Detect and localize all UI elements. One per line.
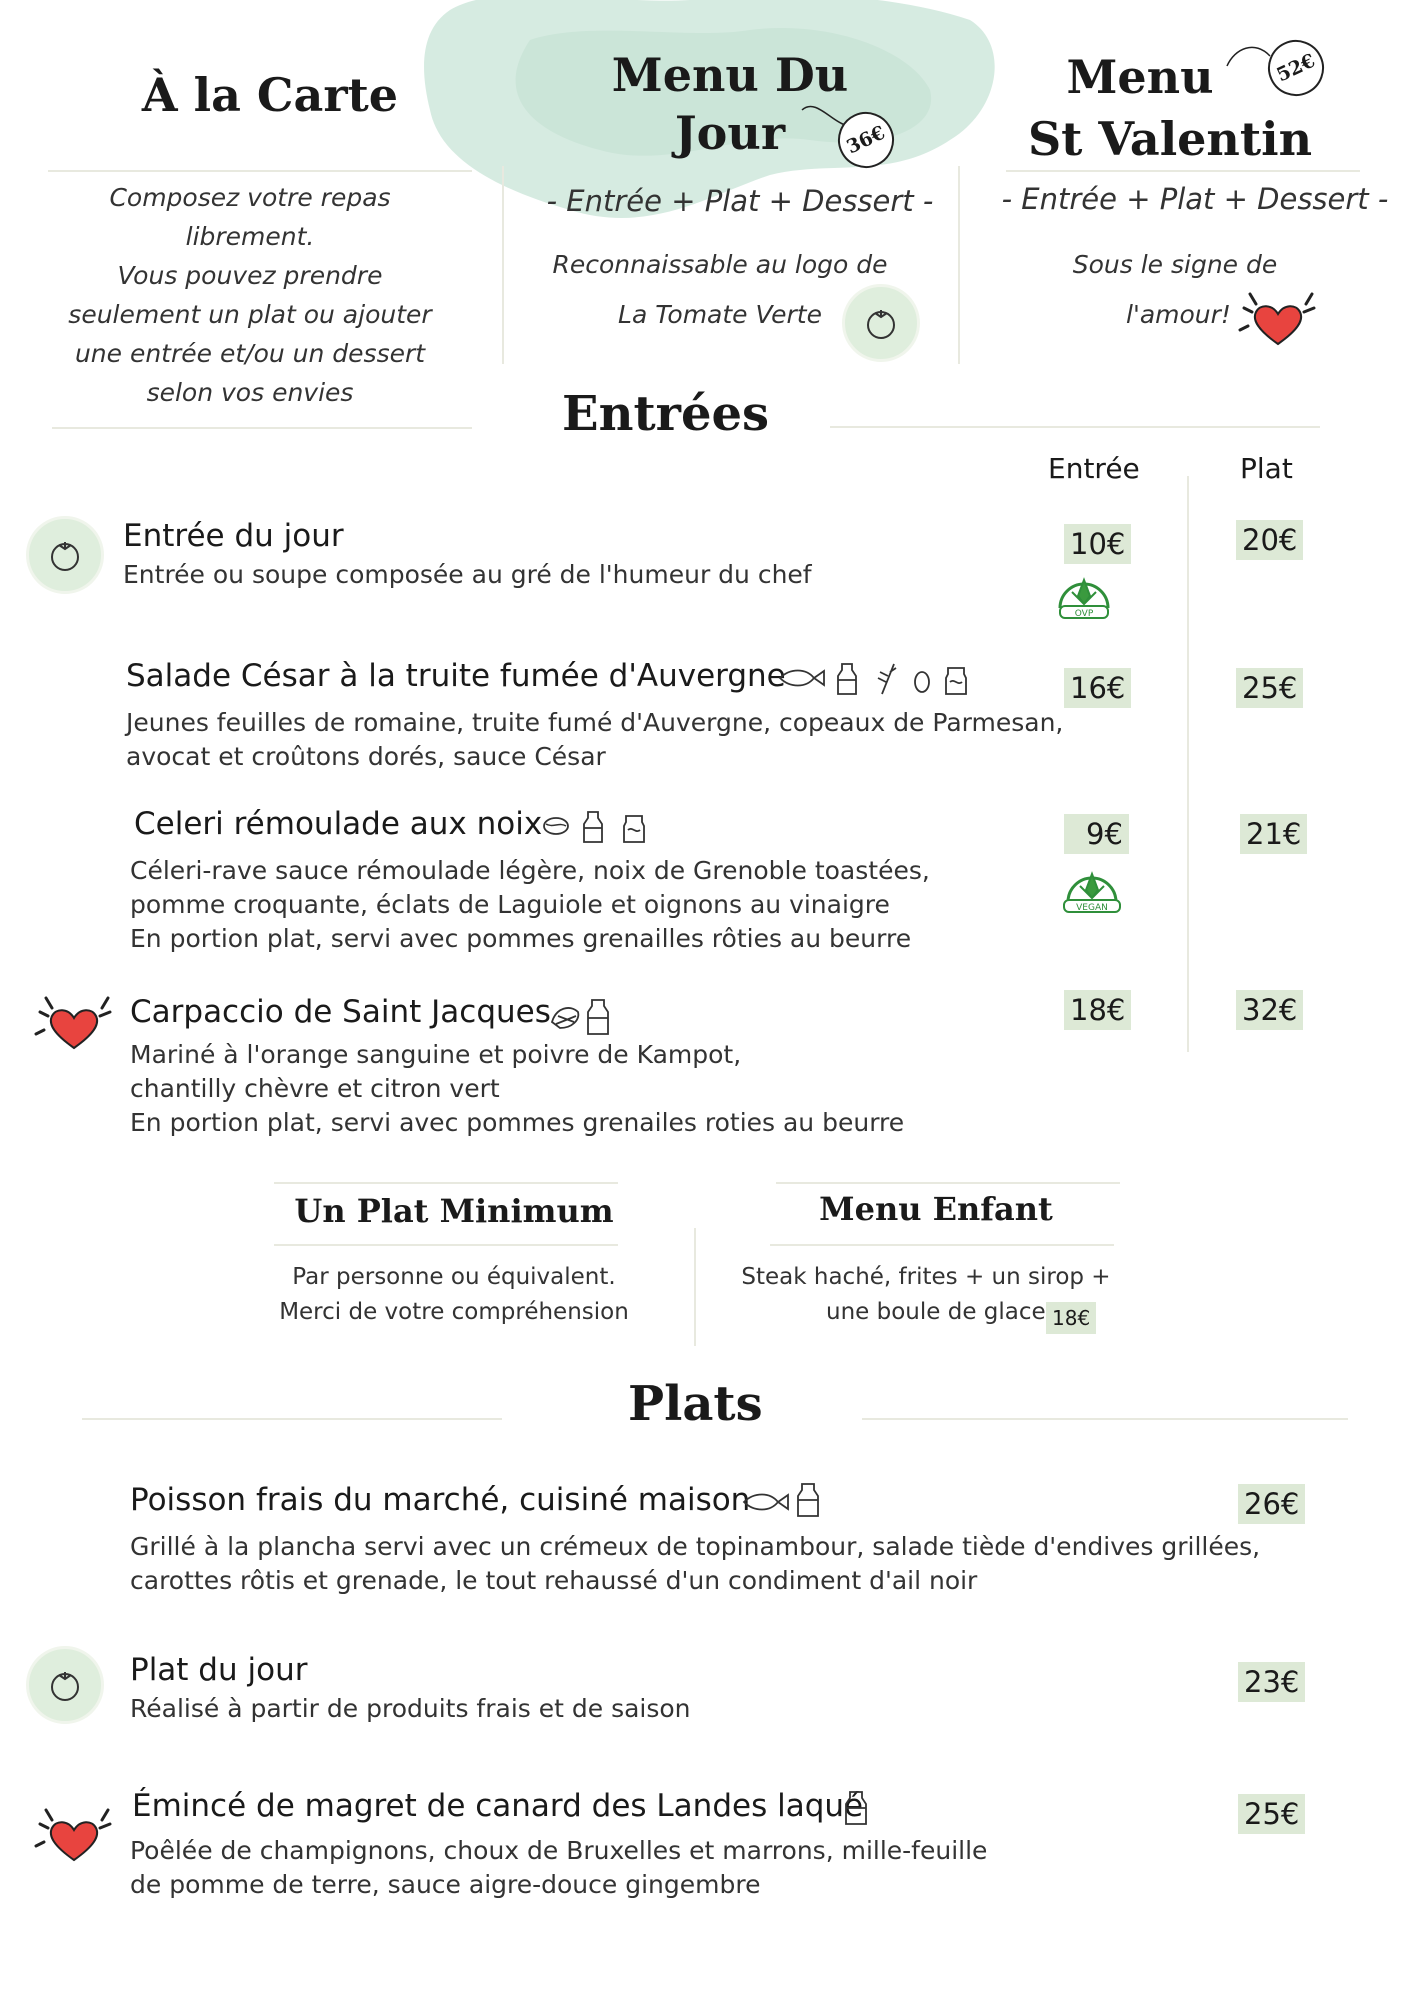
column-header-entree: Entrée (1048, 452, 1140, 485)
price-entree: 18€ (1064, 990, 1131, 1030)
price-entree: 16€ (1064, 668, 1131, 708)
plat-minimum-title: Un Plat Minimum (294, 1192, 614, 1230)
fish-icon (744, 1495, 788, 1510)
nut-icon (544, 818, 568, 834)
price: 23€ (1238, 1662, 1305, 1702)
item-description: Grillé à la plancha servi avec un crémeux de topinambour, salade tiède d'endives grillées, (130, 1532, 1261, 1561)
heart-icon (34, 1802, 114, 1872)
a-la-carte-title: À la Carte (141, 68, 399, 122)
description-line: librement. (185, 222, 315, 251)
item-name: Émincé de magret de canard des Landes laqué (132, 1788, 864, 1824)
plats-title: Plats (628, 1376, 763, 1432)
item-description: En portion plat, servi avec pommes grenailes roties au beurre (130, 1108, 905, 1137)
item-description: pomme croquante, éclats de Laguiole et oignons au vinaigre (130, 890, 890, 919)
description-line: Composez votre repas (109, 183, 391, 212)
mustard-jar-icon (946, 668, 966, 694)
egg-icon (915, 672, 929, 692)
divider (776, 1182, 1120, 1184)
description-line: une entrée et/ou un dessert (74, 339, 426, 368)
item-name: Poisson frais du marché, cuisiné maison (130, 1482, 751, 1518)
allergen-icons (836, 1786, 876, 1834)
divider (1187, 476, 1189, 1052)
divider (958, 166, 960, 364)
tomato-icon (845, 287, 917, 359)
title-line: Jour (674, 106, 786, 160)
allergen-icons (548, 994, 628, 1042)
milk-bottle-icon (584, 812, 602, 842)
item-name: Carpaccio de Saint Jacques (130, 994, 551, 1030)
title-line: Menu (1066, 50, 1214, 104)
allergen-icons (740, 1480, 830, 1524)
description-line: Vous pouvez prendre (117, 261, 383, 290)
mustard-jar-icon (624, 816, 644, 842)
a-la-carte-description (40, 178, 460, 412)
item-description: Mariné à l'orange sanguine et poivre de Kampot, (130, 1040, 742, 1069)
menu-st-valentin-price-tag: 52€ (1259, 31, 1333, 105)
price-plat: 32€ (1236, 990, 1303, 1030)
menu-du-jour-line: La Tomate Verte (618, 300, 822, 329)
description-line: selon vos envies (146, 378, 354, 407)
divider (48, 170, 472, 172)
column-header-plat: Plat (1240, 452, 1293, 485)
title-line: St Valentin (1027, 112, 1313, 166)
item-name: Entrée du jour (123, 518, 344, 554)
menu-enfant-line: Steak haché, frites + un sirop + (741, 1264, 1111, 1290)
item-description: Entrée ou soupe composée au gré de l'humeur du chef (123, 560, 812, 589)
divider (502, 166, 504, 364)
price: 25€ (1238, 1794, 1305, 1834)
price-plat: 20€ (1236, 520, 1303, 560)
fish-icon (780, 671, 824, 686)
menu-enfant-title: Menu Enfant (819, 1190, 1053, 1228)
tomato-icon (29, 1649, 101, 1721)
item-name: Plat du jour (130, 1652, 308, 1688)
item-description: En portion plat, servi avec pommes grenailles rôties au beurre (130, 924, 912, 953)
badge-label: VEGAN (1076, 903, 1108, 913)
milk-bottle-icon (798, 1484, 818, 1516)
menu-st-valentin-line: l'amour! (1126, 300, 1231, 329)
item-description: avocat et croûtons dorés, sauce César (126, 742, 606, 771)
ovp-badge-icon (1052, 566, 1116, 620)
milk-bottle-icon (838, 664, 856, 694)
divider (52, 427, 472, 429)
allergen-icons (540, 806, 660, 850)
divider (274, 1244, 618, 1246)
entrees-title: Entrées (562, 386, 770, 442)
price-entree: 10€ (1064, 524, 1131, 564)
price-plat: 21€ (1240, 814, 1307, 854)
menu-du-jour-formula: - Entrée + Plat + Dessert - (546, 184, 934, 218)
item-description: Jeunes feuilles de romaine, truite fumé d'Auvergne, copeaux de Parmesan, (126, 708, 1064, 737)
item-description: Poêlée de champignons, choux de Bruxelles et marrons, mille-feuille (130, 1836, 988, 1865)
divider (862, 1418, 1348, 1420)
divider (694, 1228, 696, 1346)
menu-st-valentin-line: Sous le signe de (1072, 250, 1278, 279)
allergen-icons (776, 658, 976, 702)
heart-icon (1238, 286, 1318, 356)
wheat-icon (878, 664, 896, 694)
milk-bottle-icon (846, 1792, 866, 1824)
divider (770, 1244, 1114, 1246)
item-description: Céleri-rave sauce rémoulade légère, noix de Grenoble toastées, (130, 856, 930, 885)
menu-du-jour-line: Reconnaissable au logo de (552, 250, 888, 279)
tomato-logo (842, 284, 920, 362)
divider (82, 1418, 502, 1420)
milk-bottle-icon (588, 1000, 608, 1034)
description-line: seulement un plat ou ajouter (68, 300, 432, 329)
tomato-icon (29, 519, 101, 591)
menu-enfant-line: une boule de glace (826, 1299, 1046, 1325)
plat-minimum-line: Par personne ou équivalent. (292, 1264, 616, 1290)
divider (830, 426, 1320, 428)
plat-minimum-line: Merci de votre compréhension (279, 1299, 629, 1325)
item-description: Réalisé à partir de produits frais et de saison (130, 1694, 691, 1723)
divider (274, 1182, 618, 1184)
heart-icon (34, 990, 114, 1060)
price: 26€ (1238, 1484, 1305, 1524)
item-description: carottes rôtis et grenade, le tout rehaussé d'un condiment d'ail noir (130, 1566, 978, 1595)
item-description: de pomme de terre, sauce aigre-douce gingembre (130, 1870, 761, 1899)
tomato-logo (26, 1646, 104, 1724)
title-line: Menu Du (611, 48, 849, 102)
item-name: Celeri rémoulade aux noix (134, 806, 543, 842)
divider (1006, 170, 1360, 172)
item-name: Salade César à la truite fumée d'Auvergne (126, 658, 786, 694)
tomato-logo (26, 516, 104, 594)
vegan-badge-icon (1060, 860, 1124, 914)
menu-enfant-price: 18€ (1046, 1302, 1096, 1334)
badge-label: OVP (1074, 609, 1094, 619)
price-plat: 25€ (1236, 668, 1303, 708)
shellfish-icon (552, 1008, 578, 1028)
item-description: chantilly chèvre et citron vert (130, 1074, 500, 1103)
price-entree: 9€ (1064, 814, 1129, 854)
menu-st-valentin-formula: - Entrée + Plat + Dessert - (1001, 182, 1389, 216)
menu-du-jour-price-tag: 36€ (829, 103, 903, 177)
